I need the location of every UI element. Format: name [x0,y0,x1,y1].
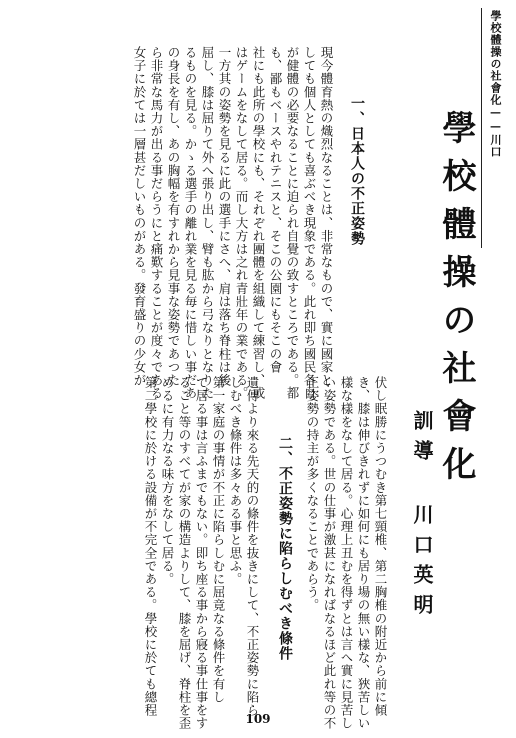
section1-line: も、鄙もベースやれテニスと、そこの公園にもそこの會 [268,46,283,374]
section2-line: 遺傳より來る先天的の條件を抜きにして、不正姿勢に陷ら [245,376,260,717]
section2-line: ること等のすべてが家の構造よりして、膝を屈げ、脊柱を歪 [177,376,192,730]
section2-line: 第二學校に於ける設備が不完全である。學校に於ても總程 [143,376,158,717]
section2-line: めるに有力なる味方をなして居る。 [160,376,175,586]
section1-line: 屈し、膝は屈りて外へ張り出し、臂も肱から弓なりとなりた [200,46,215,400]
section2-line: 第一家庭の事情が不正に陷らしむに屈竟なる條件を有し [211,376,226,704]
section1-line: が健體の必要なることに迫られ自覺の致すところである。都 [285,46,300,400]
section2-intro-line: 正姿勢の持主が多くなることであらう。 [305,376,320,612]
section2-intro-line: 樣な樣をなして居る。心理上丑むを得ずとは言へ實に見苦し [339,376,354,730]
section1-line: しても個人としても喜ぶべき現象である。此れ即ち國民各自 [302,46,317,400]
article-title: 學校體操の社會化 [436,110,476,494]
section1-line: るものを見る。かゝる選手の離れ業を見る毎に惜しい事だあ [183,46,198,400]
section1-line: 一方其の姿勢を見るに此の選手にさへ、肩は落ち脊柱は後 [217,46,232,387]
section2-line: て居る事は言ふまでもない。即ち座る事から寢る事仕事をす [194,376,209,730]
section1-line: の身長を有し、あの胸幅を有すれから見事な姿勢であつた [166,46,181,387]
header-divider [481,8,482,248]
section2-intro-line: 伏し眠勝にうつむき第七頸椎、第二胸椎の附近から前に傾 [373,376,388,717]
section1-line: 女子に於ては一層甚だしいものがある。發育盛りの少女が [132,46,147,387]
section2-intro-line: い姿勢である。世の仕事が激甚になればなるほど此れ等の不 [322,376,337,730]
section1-line: 社にも此所の學校にも、それぞれ團體を組織して練習し、或 [251,46,266,400]
section1-line: 現今體育熱の熾烈なることは、非常なもので、實に國家と [319,46,334,387]
section2-heading: 二、不正姿勢に陷らしむべき條件 [277,436,293,661]
section2-line: しむべき條件は多々ある事と思ふ。 [228,376,243,586]
section2-intro-line: き、膝は伸びきれずに如何にも居り場の無い樣な、狹苦しい [356,376,371,730]
page-number: 109 [245,712,271,726]
running-header: 學校體操の社會化——川口 [489,10,502,158]
section1-line: ら非常な馬力が出る事だらうにと痛歎することが度々である [149,46,164,400]
article-author: 訓導 川口英明 [410,410,434,624]
section1-heading: 一、日本人の不正姿勢 [349,96,365,246]
section1-line: はゲームをなして居る。而し大方は之れ青壯年の業である。 [234,46,249,400]
